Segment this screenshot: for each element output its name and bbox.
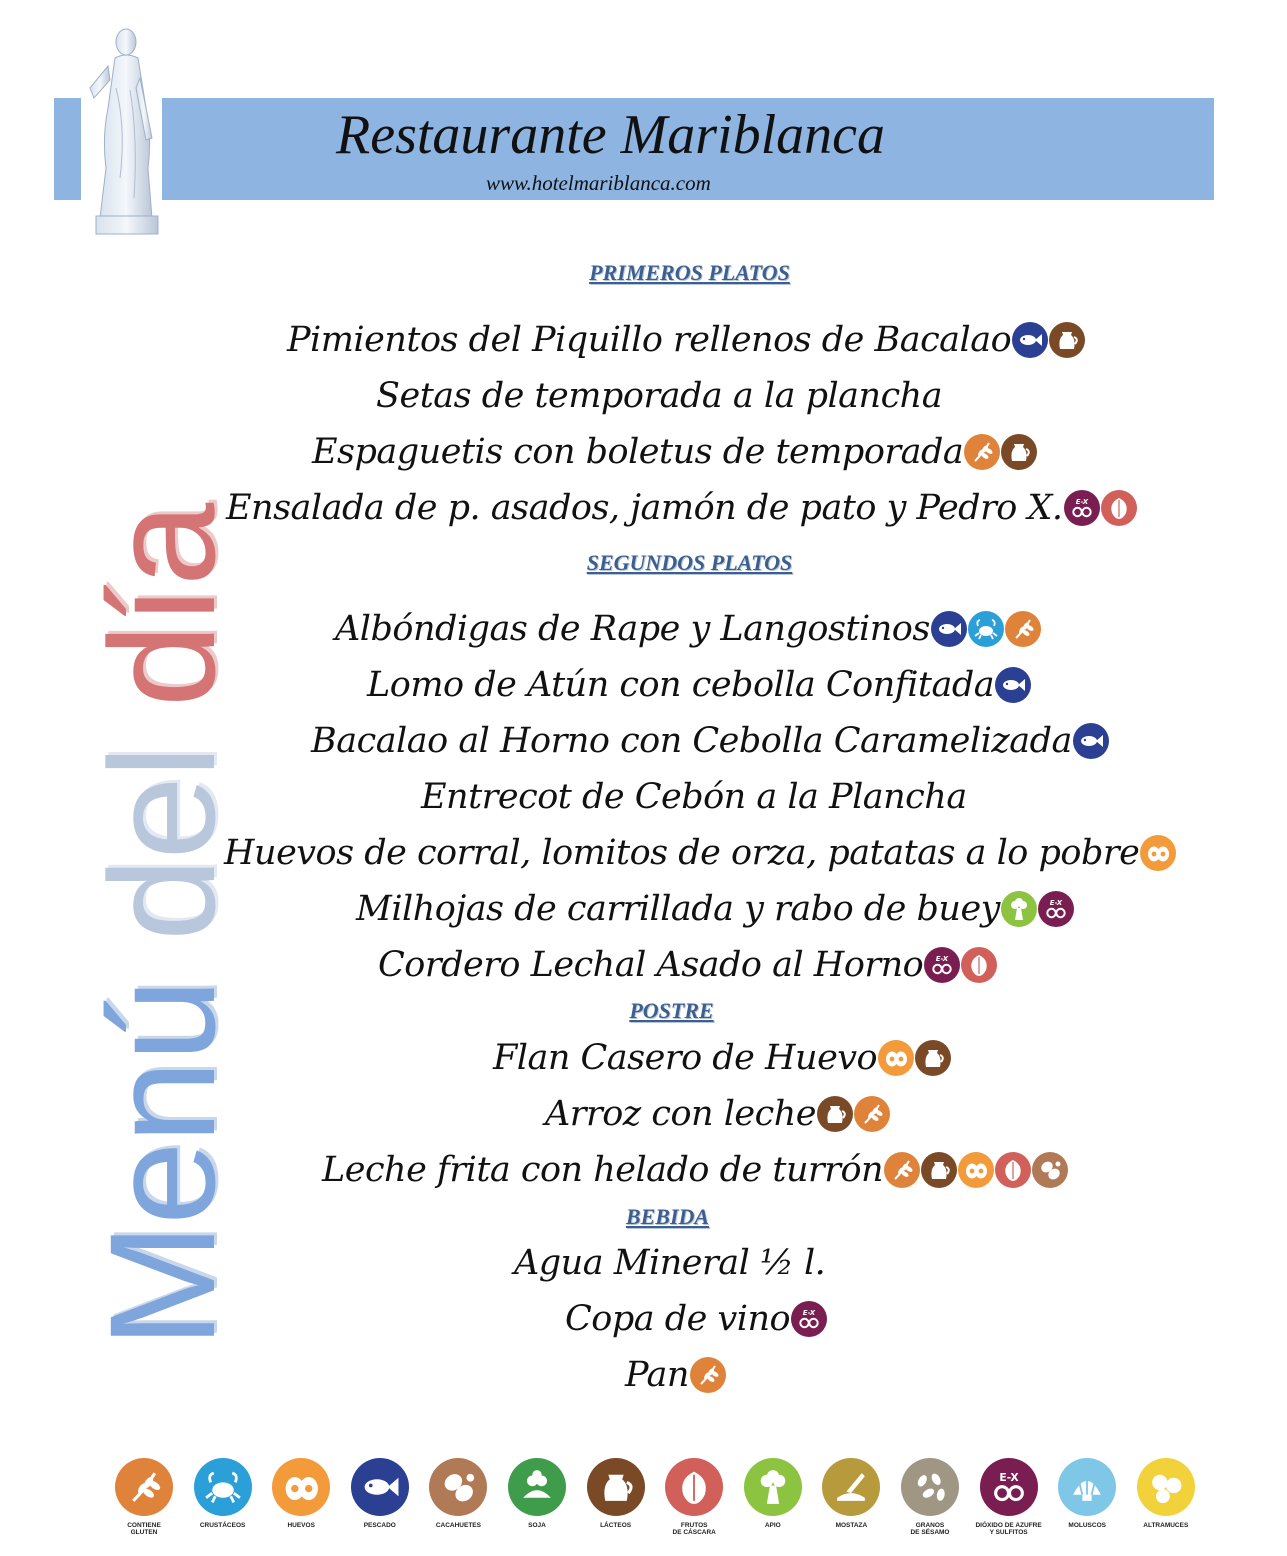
allergen-icons xyxy=(964,434,1038,470)
legend-item-molus xyxy=(1047,1458,1127,1529)
cacahuetes-icon xyxy=(429,1458,487,1516)
dish-item xyxy=(625,1353,727,1397)
apio-icon xyxy=(1001,891,1037,927)
legend-label: GRANOS DE SÉSAMO xyxy=(910,1522,950,1536)
allergen-icons xyxy=(817,1096,891,1132)
dish-item xyxy=(312,430,1038,474)
legend-item-altram xyxy=(1126,1458,1206,1529)
dish-name: Albóndigas de Rape y Langostinos xyxy=(335,609,930,649)
legend-label: LÁCTEOS xyxy=(600,1522,632,1529)
side-title-word-dia: día xyxy=(78,504,246,708)
dish-name: Pimientos del Piquillo rellenos de Bacalao xyxy=(287,320,1012,360)
lacteos-icon xyxy=(921,1152,957,1188)
legend-label: MOSTAZA xyxy=(835,1522,868,1529)
svg-text:E-X: E-X xyxy=(998,1470,1019,1484)
section-postre: POSTRE xyxy=(629,998,714,1023)
pescado-icon xyxy=(1012,322,1048,358)
svg-text:E-X: E-X xyxy=(1075,498,1088,506)
allergen-legend xyxy=(104,1458,1194,1548)
dish-item xyxy=(224,831,1177,875)
cacahuetes-icon xyxy=(1032,1152,1068,1188)
pescado-icon xyxy=(995,667,1031,703)
gluten-icon xyxy=(964,434,1000,470)
dish-item xyxy=(378,943,998,987)
section-bebida: BEBIDA xyxy=(625,1204,710,1229)
huevos-icon xyxy=(958,1152,994,1188)
dish-name: Milhojas de carrillada y rabo de buey xyxy=(356,889,1000,929)
crustaceos-icon xyxy=(968,611,1004,647)
lacteos-icon xyxy=(1001,434,1037,470)
frutos-cascara-icon xyxy=(665,1458,723,1516)
side-title-word-del: del xyxy=(78,746,246,942)
legend-label: PESCADO xyxy=(363,1522,396,1529)
soja-icon xyxy=(508,1458,566,1516)
dish-item xyxy=(287,318,1086,362)
frutos-cascara-icon xyxy=(961,947,997,983)
dish-name: Bacalao al Horno con Cebolla Caramelizada xyxy=(311,721,1072,761)
legend-label: ALTRAMUCES xyxy=(1143,1522,1189,1529)
gluten-icon xyxy=(884,1152,920,1188)
lacteos-icon xyxy=(817,1096,853,1132)
dish-item xyxy=(493,1036,952,1080)
allergen-icons xyxy=(924,947,998,983)
sesamo-icon xyxy=(901,1458,959,1516)
altramuces-icon xyxy=(1137,1458,1195,1516)
moluscos-icon xyxy=(1058,1458,1116,1516)
gluten-icon xyxy=(690,1357,726,1393)
dish-name: Pan xyxy=(625,1355,689,1395)
header-accent-bar xyxy=(54,98,81,200)
dish-item xyxy=(322,1148,1069,1192)
dish-name: Ensalada de p. asados, jamón de pato y Pedro X. xyxy=(226,488,1063,528)
legend-label: MOLUSCOS xyxy=(1068,1522,1106,1529)
dish-name: Cordero Lechal Asado al Horno xyxy=(378,945,924,985)
mostaza-icon xyxy=(822,1458,880,1516)
dish-item xyxy=(335,607,1042,651)
dish-name: Copa de vino xyxy=(565,1299,791,1339)
svg-text:E-X: E-X xyxy=(1049,899,1063,907)
frutos-cascara-icon xyxy=(1101,490,1137,526)
allergen-icons xyxy=(1140,835,1177,871)
allergen-icons xyxy=(1064,490,1138,526)
svg-text:E-X: E-X xyxy=(802,1309,816,1317)
huevos-icon xyxy=(1140,835,1176,871)
legend-label: FRUTOS DE CÁSCARA xyxy=(672,1522,716,1536)
website-url[interactable]: www.hotelmariblanca.com xyxy=(486,171,711,195)
dish-item xyxy=(356,887,1075,931)
allergen-icons xyxy=(931,611,1042,647)
allergen-icons xyxy=(791,1301,828,1337)
gluten-icon xyxy=(854,1096,890,1132)
legend-label: APIO xyxy=(764,1522,781,1529)
legend-label: HUEVOS xyxy=(287,1522,315,1529)
dish-item xyxy=(565,1297,828,1341)
dish-item xyxy=(545,1092,891,1136)
pescado-icon xyxy=(931,611,967,647)
legend-item-frutos xyxy=(654,1458,734,1536)
dish-name: Lomo de Atún con cebolla Confitada xyxy=(367,665,995,705)
dish-item xyxy=(311,719,1110,763)
crustaceos-icon xyxy=(194,1458,252,1516)
legend-label: CONTIENE GLUTEN xyxy=(127,1522,161,1536)
lacteos-icon xyxy=(915,1040,951,1076)
section-primeros-platos: PRIMEROS PLATOS xyxy=(589,260,790,285)
legend-item-pescado xyxy=(340,1458,420,1529)
allergen-icons xyxy=(690,1357,727,1393)
legend-item-sesamo xyxy=(890,1458,970,1536)
dish-item xyxy=(376,374,943,418)
sulfitos-icon xyxy=(791,1301,827,1337)
legend-item-soja xyxy=(497,1458,577,1529)
legend-label: CACAHUETES xyxy=(435,1522,481,1529)
huevos-icon xyxy=(272,1458,330,1516)
allergen-icons xyxy=(995,667,1032,703)
huevos-icon xyxy=(878,1040,914,1076)
restaurant-title: Restaurante Mariblanca xyxy=(336,104,886,166)
legend-label: SOJA xyxy=(528,1522,546,1529)
frutos-cascara-icon xyxy=(995,1152,1031,1188)
allergen-icons xyxy=(1001,891,1075,927)
legend-item-huevos xyxy=(261,1458,341,1529)
legend-label: DIÓXIDO DE AZUFRE Y SULFITOS xyxy=(975,1522,1042,1536)
dish-item xyxy=(226,486,1138,530)
pescado-icon xyxy=(1073,723,1109,759)
sulfitos-icon xyxy=(924,947,960,983)
legend-label: CRUSTÁCEOS xyxy=(199,1522,246,1529)
dish-name: Arroz con leche xyxy=(545,1094,816,1134)
legend-item-apio xyxy=(733,1458,813,1529)
gluten-icon xyxy=(1005,611,1041,647)
legend-item-sulf xyxy=(969,1458,1049,1536)
dish-name: Flan Casero de Huevo xyxy=(493,1038,878,1078)
section-segundos-platos: SEGUNDOS PLATOS xyxy=(586,550,793,575)
legend-item-gluten xyxy=(104,1458,184,1536)
allergen-icons xyxy=(1012,322,1086,358)
lacteos-icon xyxy=(587,1458,645,1516)
dish-item xyxy=(421,775,968,819)
dish-name: Huevos de corral, lomitos de orza, patatas a lo pobre xyxy=(224,833,1140,873)
sulfitos-icon xyxy=(1038,891,1074,927)
legend-item-lacteos xyxy=(576,1458,656,1529)
legend-item-cacah xyxy=(418,1458,498,1529)
dish-name: Agua Mineral ½ l. xyxy=(514,1243,826,1283)
lacteos-icon xyxy=(1049,322,1085,358)
dish-name: Setas de temporada a la plancha xyxy=(376,376,943,416)
sulfitos-icon xyxy=(1064,490,1100,526)
legend-item-mostaza xyxy=(811,1458,891,1529)
dish-item xyxy=(514,1241,826,1285)
apio-icon xyxy=(744,1458,802,1516)
dish-name: Leche frita con helado de turrón xyxy=(322,1150,884,1190)
dish-name: Espaguetis con boletus de temporada xyxy=(312,432,964,472)
allergen-icons xyxy=(1073,723,1110,759)
gluten-icon xyxy=(115,1458,173,1516)
legend-item-crust xyxy=(183,1458,263,1529)
statue-logo xyxy=(82,18,172,240)
dish-name: Entrecot de Cebón a la Plancha xyxy=(421,777,967,817)
allergen-icons xyxy=(878,1040,952,1076)
allergen-icons xyxy=(884,1152,1069,1188)
dish-item xyxy=(367,663,1032,707)
sulfitos-icon xyxy=(980,1458,1038,1516)
pescado-icon xyxy=(351,1458,409,1516)
svg-text:E-X: E-X xyxy=(936,955,949,963)
side-title-word-menu: Menú xyxy=(78,980,246,1348)
